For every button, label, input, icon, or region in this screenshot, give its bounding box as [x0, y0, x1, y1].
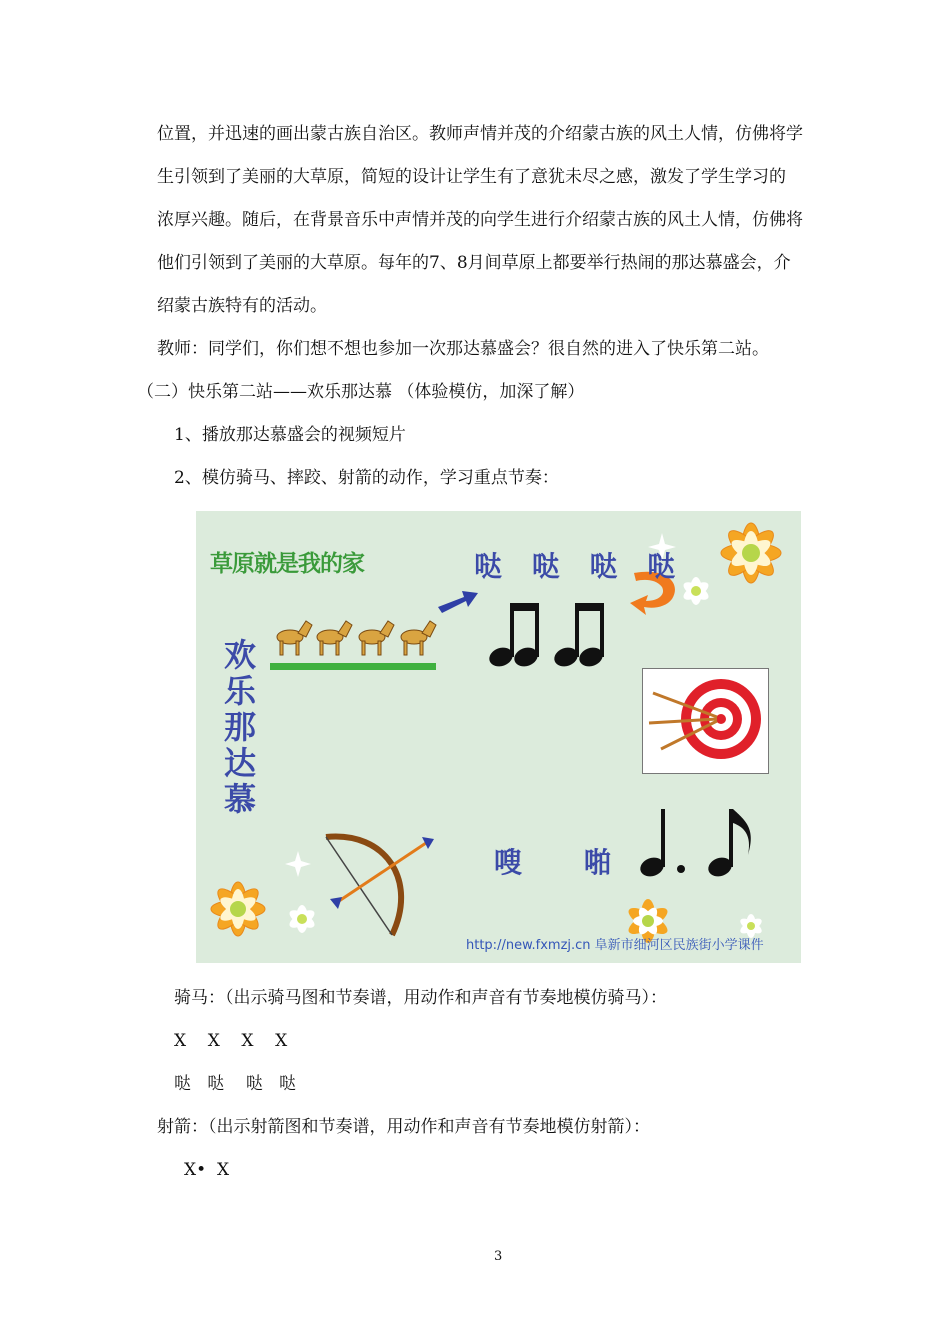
- grass-strip: [270, 663, 436, 670]
- section-heading: （二）快乐第二站——欢乐那达慕 （体验模仿，加深了解）: [137, 382, 585, 402]
- figure-title: 草原就是我的家: [210, 551, 364, 577]
- archery-description: 射箭：（出示射箭图和节奏谱，用动作和声音有节奏地模仿射箭）：: [157, 1117, 650, 1137]
- paragraph-line-2: 生引领到了美丽的大草原，简短的设计让学生有了意犹未尽之感，激发了学生学习的: [157, 167, 786, 187]
- archery-rhythm: X• X: [184, 1160, 230, 1180]
- figure-vertical-title: 欢 乐 那 达 慕: [223, 636, 256, 818]
- arrow-sound-label: 嗖 啪: [494, 846, 638, 879]
- bow-arrow-icon: [326, 837, 434, 935]
- target-image: [642, 668, 769, 774]
- paragraph-line-6: 教师：同学们，你们想不想也参加一次那达慕盛会？很自然的进入了快乐第二站。: [157, 339, 769, 359]
- arrow-right-icon: [438, 591, 478, 613]
- figure-credit: http://new.fxmzj.cn 阜新市细河区民族街小学课件: [466, 938, 764, 953]
- paragraph-line-1: 位置，并迅速的画出蒙古族自治区。教师声情并茂的介绍蒙古族的风土人情，仿佛将学: [157, 124, 803, 144]
- flower-icon: [721, 523, 781, 583]
- step-2: 2、模仿骑马、摔跤、射箭的动作，学习重点节奏：: [174, 468, 559, 488]
- riding-syllables: 哒 哒 哒 哒: [174, 1074, 297, 1094]
- flower-icon: [681, 577, 711, 605]
- paragraph-line-3: 浓厚兴趣。随后，在背景音乐中声情并茂的向学生进行介绍蒙古族的风土人情，仿佛将: [157, 210, 803, 230]
- paragraph-line-5: 绍蒙古族特有的活动。: [157, 296, 327, 316]
- page-number: 3: [494, 1249, 503, 1264]
- dotted-rhythm-icon: [638, 809, 751, 880]
- flower-icon: [211, 882, 265, 936]
- horse-icon: [277, 621, 436, 655]
- paragraph-line-4: 他们引领到了美丽的大草原。每年的7、8月间草原上都要举行热闹的那达慕盛会，介: [157, 253, 791, 273]
- naadam-figure: [196, 511, 801, 963]
- riding-description: 骑马：（出示骑马图和节奏谱，用动作和声音有节奏地模仿骑马）：: [174, 988, 667, 1008]
- eighth-notes-icon: [487, 603, 606, 670]
- flower-icon: [287, 905, 317, 933]
- target-icon: [649, 679, 761, 759]
- riding-rhythm: X X X X: [174, 1031, 288, 1051]
- step-1: 1、播放那达慕盛会的视频短片: [174, 425, 406, 445]
- horse-sound-label: 哒 哒 哒 哒: [474, 550, 686, 583]
